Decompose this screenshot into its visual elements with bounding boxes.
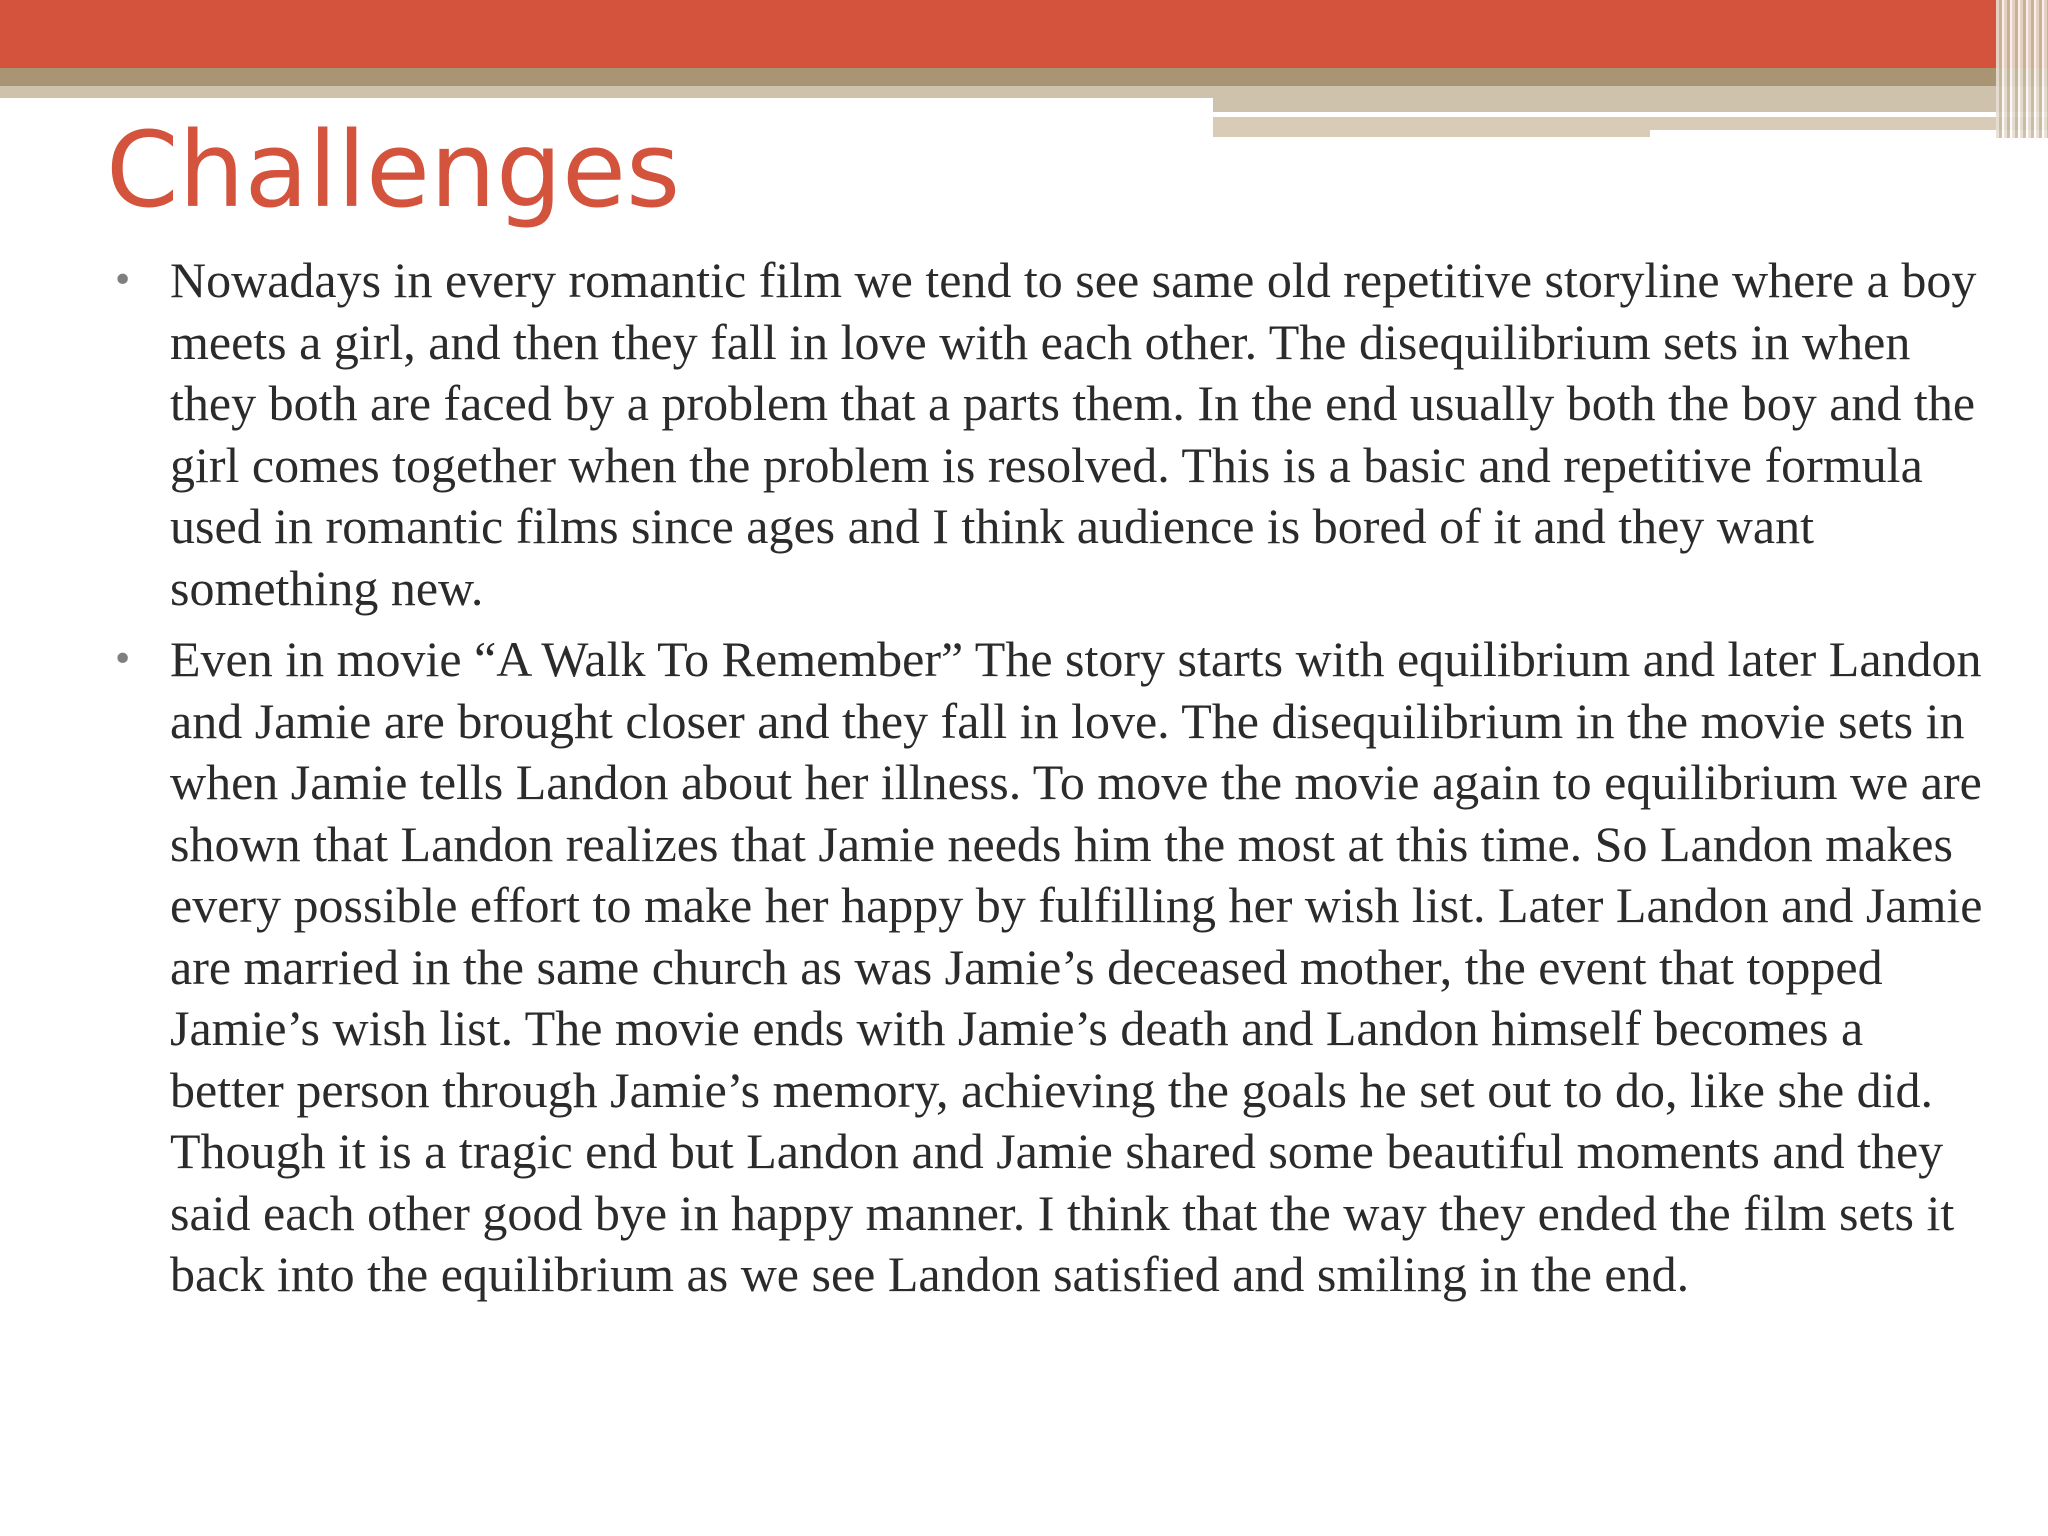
header-band-tan-light <box>0 86 1213 98</box>
header-stripes <box>1996 0 2048 138</box>
header-band-red <box>0 0 2048 68</box>
bullet-dot-icon: • <box>112 639 134 680</box>
bullet-text: Even in movie “A Walk To Remember” The story starts with equilibrium and later Landon and Jamie are brought closer and they fall in love. The disequilibrium in the movie sets in when Jamie tells Landon about her illness. To move the movie again to equilibrium we are shown that Landon realizes that Jamie needs him the most at this time. So Landon makes every possible effort to make her happy by fulfilling her wish list. Later Landon and Jamie are married in the same church as was Jamie’s deceased mother, the event that topped Jamie’s wish list. The movie ends with Jamie’s death and Landon himself becomes a better person through Jamie’s memory, achieving the goals he set out to do, like she did. Though it is a tragic end but Landon and Jamie shared some beautiful moments and they said each other good bye in happy manner. I think that the way they ended the film sets it back into the equilibrium as we see Landon satisfied and smiling in the end. <box>170 631 1983 1302</box>
bullet-dot-icon: • <box>112 260 134 301</box>
header-band-tan <box>0 68 2048 86</box>
bullet-item <box>106 250 1986 619</box>
bullet-list <box>106 250 1986 1316</box>
header-band-right-gap-lower <box>1650 130 2048 138</box>
bullet-text: Nowadays in every romantic film we tend to see same old repetitive storyline where a boy meets a girl, and then they fall in love with each other. The disequilibrium sets in when they both are faced by a problem that a parts them. In the end usually both the boy and the girl comes together when the problem is resolved. This is a basic and repetitive formula used in romantic films since ages and I think audience is bored of it and they want something new. <box>170 252 1977 616</box>
header-band-right <box>1213 86 2048 112</box>
bullet-item <box>106 629 1986 1306</box>
slide-title: Challenges <box>106 109 681 231</box>
